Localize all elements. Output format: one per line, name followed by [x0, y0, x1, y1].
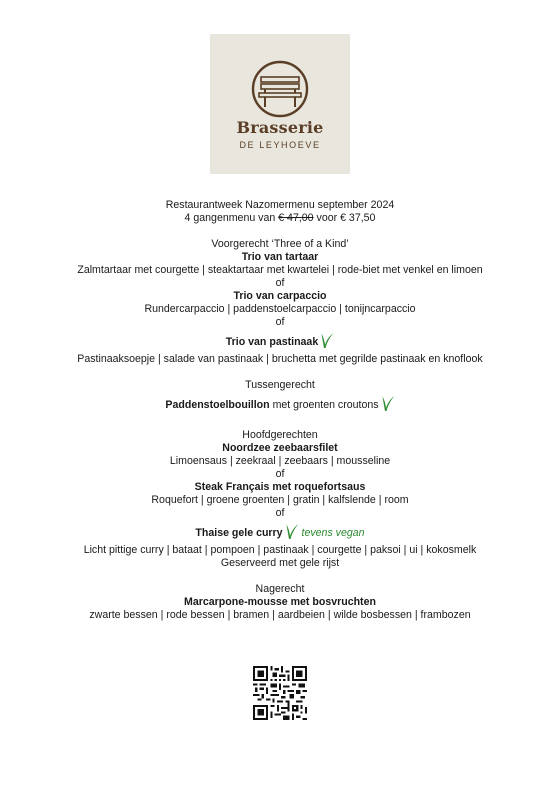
dish-title-mousse: Marcarpone-mousse met bosvruchten: [184, 596, 376, 608]
dish-title-bouillon: Paddenstoelbouillon: [165, 399, 270, 411]
dish-title-steak: Steak Français met roquefortsaus: [194, 481, 366, 493]
or-divider: of: [275, 507, 285, 519]
dish-desc-steak: Roquefort | groene groenten | gratin | kalfslende | room: [151, 494, 409, 506]
price-prefix: 4 gangenmenu van: [184, 212, 276, 224]
dish-title-curry: Thaise gele curry: [195, 527, 283, 539]
price-mid: voor: [316, 212, 338, 224]
dish-note-curry: Geserveerd met gele rijst: [220, 557, 340, 569]
dish-desc-mousse: zwarte bessen | rode bessen | bramen | aardbeien | wilde bosbessen | frambozen: [89, 609, 471, 621]
dish-line-bouillon: [30, 395, 530, 416]
logo: [210, 34, 350, 174]
old-price: € 47,00: [278, 212, 314, 224]
dish-desc-pastinaak: Pastinaaksoepje | salade van pastinaak | bruchetta met gegrilde pastinaak en knoflook: [77, 353, 483, 365]
section-heading-hoofdgerechten: Hoofdgerechten: [242, 429, 318, 441]
dish-desc-tartaar: Zalmtartaar met courgette | steaktartaar met kwartelei | rode-biet met venkel en limoen: [77, 264, 483, 276]
qr-code-icon[interactable]: [253, 666, 307, 720]
logo-name: Brasserie: [236, 118, 324, 137]
menu: [30, 199, 530, 622]
or-divider: of: [275, 277, 285, 289]
bench-icon: [210, 34, 350, 174]
section-heading-voorgerecht: Voorgerecht ‘Three of a Kind’: [211, 238, 349, 250]
menu-title: Restaurantweek Nazomermenu september 2024: [165, 199, 395, 211]
vegan-note: tevens vegan: [301, 527, 365, 539]
dish-desc-curry: Licht pittige curry | bataat | pompoen | pastinaak | courgette | paksoi | ui | kokosmelk: [83, 544, 477, 556]
dish-title-zeebaars: Noordzee zeebaarsfilet: [222, 442, 338, 454]
dish-desc-carpaccio: Rundercarpaccio | paddenstoelcarpaccio | tonijncarpaccio: [144, 303, 416, 315]
logo-subtitle: DE LEYHOEVE: [239, 140, 321, 150]
new-price: € 37,50: [340, 212, 376, 224]
dish-title-carpaccio: Trio van carpaccio: [233, 290, 327, 302]
or-divider: of: [275, 316, 285, 328]
vegetarian-leaf-icon: [382, 395, 395, 416]
dish-line-pastinaak: [30, 332, 530, 353]
dish-title-pastinaak: Trio van pastinaak: [225, 336, 319, 348]
vegetarian-leaf-icon: [321, 332, 334, 353]
dish-rest-bouillon: met groenten croutons: [272, 399, 379, 411]
dish-line-curry: [30, 523, 530, 544]
price-line: [30, 212, 530, 225]
vegetarian-leaf-icon: [286, 523, 299, 544]
section-heading-nagerecht: Nagerecht: [255, 583, 305, 595]
dish-title-tartaar: Trio van tartaar: [241, 251, 319, 263]
dish-desc-zeebaars: Limoensaus | zeekraal | zeebaars | mousseline: [169, 455, 391, 467]
or-divider: of: [275, 468, 285, 480]
section-heading-tussengerecht: Tussengerecht: [245, 379, 315, 391]
